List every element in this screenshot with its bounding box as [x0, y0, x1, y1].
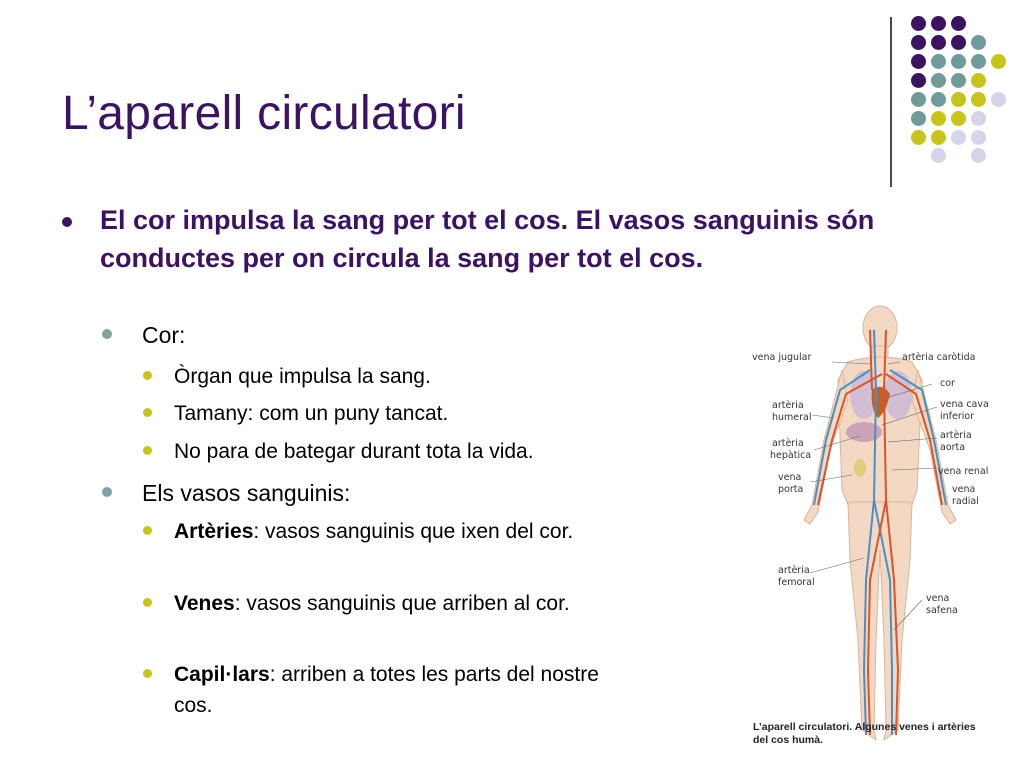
decorative-dot: [951, 54, 966, 69]
circulatory-system-illustration: [752, 290, 989, 760]
label-vena-renal: vena renal: [938, 466, 989, 477]
bullet-marker: [62, 217, 72, 227]
figure-caption: L’aparell circulatori. Algunes venes i artèries del cos humà.: [753, 721, 976, 746]
decorative-dot: [911, 92, 926, 107]
decorative-dot: [971, 130, 986, 145]
list-item: Òrgan que impulsa la sang.: [143, 361, 643, 392]
label-vena-safena-line2: safena: [926, 605, 958, 616]
bullet-marker: [102, 487, 112, 497]
label-vena-porta-line1: vena: [778, 472, 802, 483]
bullet-marker: [143, 371, 152, 380]
label-arteria-aorta-line1: artèria: [940, 430, 972, 441]
label-arteria-humeral-line1: artèria: [772, 400, 804, 411]
decorative-dot: [931, 111, 946, 126]
decorative-dot: [971, 92, 986, 107]
decorative-dot: [951, 16, 966, 31]
decorative-dot: [911, 130, 926, 145]
decorative-dot: [911, 73, 926, 88]
bullet-marker: [143, 408, 152, 417]
decorative-dot: [931, 148, 946, 163]
body-silhouette: [804, 306, 956, 740]
label-arteria-humeral-line2: humeral: [772, 412, 812, 423]
decorative-dot: [911, 35, 926, 50]
decorative-dot: [971, 111, 986, 126]
slide-title: L’aparell circulatori: [62, 87, 466, 140]
label-arteria-hepatica-line1: artèria: [772, 438, 804, 449]
decorative-dot: [931, 35, 946, 50]
decorative-dot: [991, 54, 1006, 69]
list-item: Capil·lars: arriben a totes les parts del nostre cos.: [143, 659, 643, 721]
decorative-dot: [931, 130, 946, 145]
list-item: Artèries: vasos sanguinis que ixen del cor.: [143, 516, 643, 547]
main-bullet: [62, 201, 1012, 277]
label-vena-radial-line1: vena: [952, 484, 976, 495]
decorative-dot: [911, 54, 926, 69]
decorative-dot: [971, 54, 986, 69]
decorative-dot: [971, 148, 986, 163]
bullet-marker: [143, 446, 152, 455]
label-vena-cava-line1: vena cava: [940, 399, 989, 410]
kidney: [854, 459, 866, 477]
decorative-dot: [951, 130, 966, 145]
label-arteria-aorta-line2: aorta: [940, 442, 966, 453]
list-item: Venes: vasos sanguinis que arriben al cor.: [143, 588, 643, 619]
label-vena-jugular: vena jugular: [752, 352, 812, 363]
decorative-dot: [951, 92, 966, 107]
decorative-dot: [911, 111, 926, 126]
liver: [846, 422, 882, 442]
main-bullet-text: El cor impulsa la sang per tot el cos. El vasos sanguinis són conductes per on circula la sang per tot el cos.: [100, 205, 875, 273]
decorative-dot: [971, 73, 986, 88]
decorative-dot: [931, 92, 946, 107]
decorative-dot: [951, 111, 966, 126]
label-vena-radial-line2: radial: [952, 496, 979, 507]
bullet-marker: [102, 329, 112, 339]
label-cor: cor: [940, 378, 955, 389]
label-vena-cava-line2: inferior: [940, 411, 975, 422]
label-arteria-hepatica-line2: hepàtica: [770, 450, 812, 461]
bullet-marker: [143, 526, 152, 535]
list-item: No para de bategar durant tota la vida.: [143, 436, 643, 467]
label-arteria-femoral-line1: artèria: [778, 565, 810, 576]
decorative-dot: [971, 35, 986, 50]
decorative-dot: [931, 73, 946, 88]
label-vena-porta-line2: porta: [778, 484, 804, 495]
decorative-dot: [951, 35, 966, 50]
label-arteria-carotida: artèria caròtida: [902, 352, 976, 363]
bullet-marker: [143, 669, 152, 678]
decorative-dot: [911, 16, 926, 31]
label-vena-safena-line1: vena: [926, 593, 950, 604]
section-heading-vasos: Els vasos sanguinis:: [102, 478, 350, 508]
list-item: Tamany: com un puny tancat.: [143, 398, 643, 429]
decorative-dot: [931, 16, 946, 31]
decorative-vertical-rule: [890, 17, 892, 187]
decorative-dot: [951, 73, 966, 88]
label-arteria-femoral-line2: femoral: [778, 577, 815, 588]
decorative-dot: [931, 54, 946, 69]
section-heading-cor: Cor:: [102, 320, 185, 350]
bullet-marker: [143, 598, 152, 607]
decorative-dot: [991, 92, 1006, 107]
